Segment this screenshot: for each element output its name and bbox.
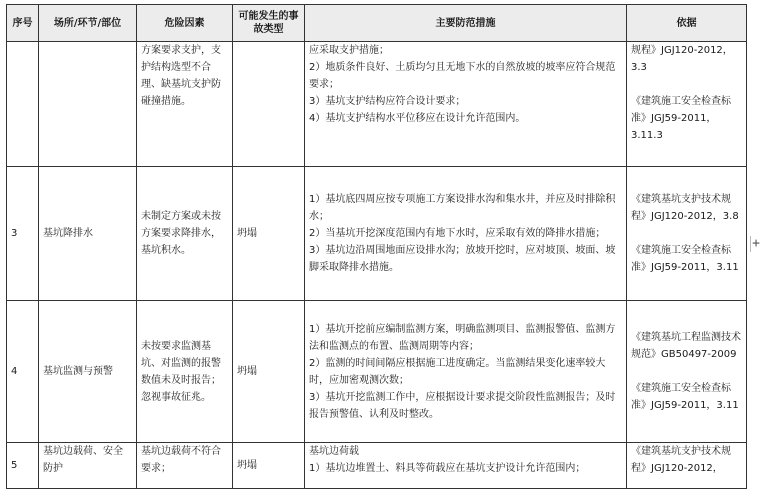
- basis-line: 《建筑施工安全检查标准》JGJ59-2011，3.11: [631, 245, 739, 273]
- cell-measures: [305, 42, 627, 167]
- cell-no: [7, 42, 39, 167]
- basis-line: 规程》JGJ120-2012，3.3: [631, 45, 733, 73]
- measure-line: 应采取支护措施；: [309, 45, 389, 56]
- cell-no: 3: [7, 167, 39, 301]
- basis-line: 《建筑基坑支护技术规程》JGJ120-2012，3.8: [631, 194, 739, 222]
- measure-line: 1）基坑开挖前应编制监测方案，明确监测项目、监测报警值、监测方法和监测点的布置、监测周期等内容；: [309, 323, 616, 352]
- header-place: 场所/环节/部位: [39, 5, 137, 42]
- cell-measures: [305, 167, 627, 301]
- cell-measures: [305, 443, 627, 489]
- cell-accident: [233, 42, 305, 167]
- table-row: [7, 443, 747, 489]
- cell-place: 基坑降排水: [39, 167, 137, 301]
- cell-measures: [305, 301, 627, 443]
- measure-line: 基坑边荷载: [309, 446, 359, 457]
- cell-basis: [627, 443, 747, 489]
- cell-hazard: 未制定方案或未按方案要求降排水，基坑积水。: [137, 167, 233, 301]
- measure-line: 2）监测的时间间隔应根据施工进度确定。当监测结果变化速率较大时，应加密观测次数；: [309, 357, 606, 386]
- cell-no: 4: [7, 301, 39, 443]
- table-row: [7, 301, 747, 443]
- header-measures: 主要防范措施: [305, 5, 627, 42]
- header-accident: 可能发生的事故类型: [233, 5, 305, 42]
- cell-no: 5: [7, 443, 39, 489]
- measure-line: 4）基坑支护结构水平位移应在设计允许范围内。: [309, 113, 526, 124]
- measure-line: 2）当基坑开挖深度范围内有地下水时，应采取有效的降排水措施；: [309, 228, 606, 239]
- basis-line: 《建筑基坑工程监测技术规范》GB50497-2009: [631, 332, 741, 360]
- measure-line: 3）基坑支护结构应符合设计要求；: [309, 96, 466, 107]
- header-basis: 依据: [627, 5, 747, 42]
- header-hazard: 危险因素: [137, 5, 233, 42]
- cell-accident: 坍塌: [233, 301, 305, 443]
- cell-accident: 坍塌: [233, 167, 305, 301]
- cell-place: [39, 42, 137, 167]
- header-no: 序号: [7, 5, 39, 42]
- cell-place: 基坑边载荷、安全防护: [39, 443, 137, 489]
- cell-hazard: 基坑边载荷不符合要求；: [137, 443, 233, 489]
- cell-place: 基坑监测与预警: [39, 301, 137, 443]
- cell-basis: [627, 167, 747, 301]
- table-row: [7, 42, 747, 167]
- measure-line: 3）基坑边沿周围地面应设排水沟；放坡开挖时，应对坡顶、坡面、坡脚采取降排水措施。: [309, 245, 616, 273]
- table-header-row: [7, 5, 747, 42]
- cell-accident: 坍塌: [233, 443, 305, 489]
- basis-line: 《建筑施工安全检查标准》JGJ59-2011，3.11: [631, 383, 739, 411]
- measure-line: 3）基坑开挖监测工作中，应根据设计要求提交阶段性监测报告；及时报告预警值、认利及时整改。: [309, 391, 616, 420]
- cell-hazard: 未按要求监测基坑、对监测的报警数值未及时报告；忽视事故征兆。: [137, 301, 233, 443]
- cell-basis: [627, 42, 747, 167]
- basis-line: 《建筑施工安全检查标准》JGJ59-2011，3.11.3: [631, 96, 731, 141]
- cell-basis: [627, 301, 747, 443]
- safety-measures-table: [6, 4, 747, 489]
- basis-line: 《建筑基坑支护技术规程》JGJ120-2012，: [631, 446, 731, 474]
- measure-line: 1）基坑边堆置土、料具等荷载应在基坑支护设计允许范围内；: [309, 463, 586, 474]
- expand-plus-icon[interactable]: +: [750, 236, 760, 252]
- cell-hazard: 方案要求支护，支护结构选型不合理、缺基坑支护防碰撞措施。: [137, 42, 233, 167]
- table-row: [7, 167, 747, 301]
- measure-line: 2）地质条件良好、土质均匀且无地下水的自然放坡的坡率应符合规范要求；: [309, 62, 616, 90]
- measure-line: 1）基坑底四周应按专项施工方案设排水沟和集水井，并应及时排除积水；: [309, 194, 616, 222]
